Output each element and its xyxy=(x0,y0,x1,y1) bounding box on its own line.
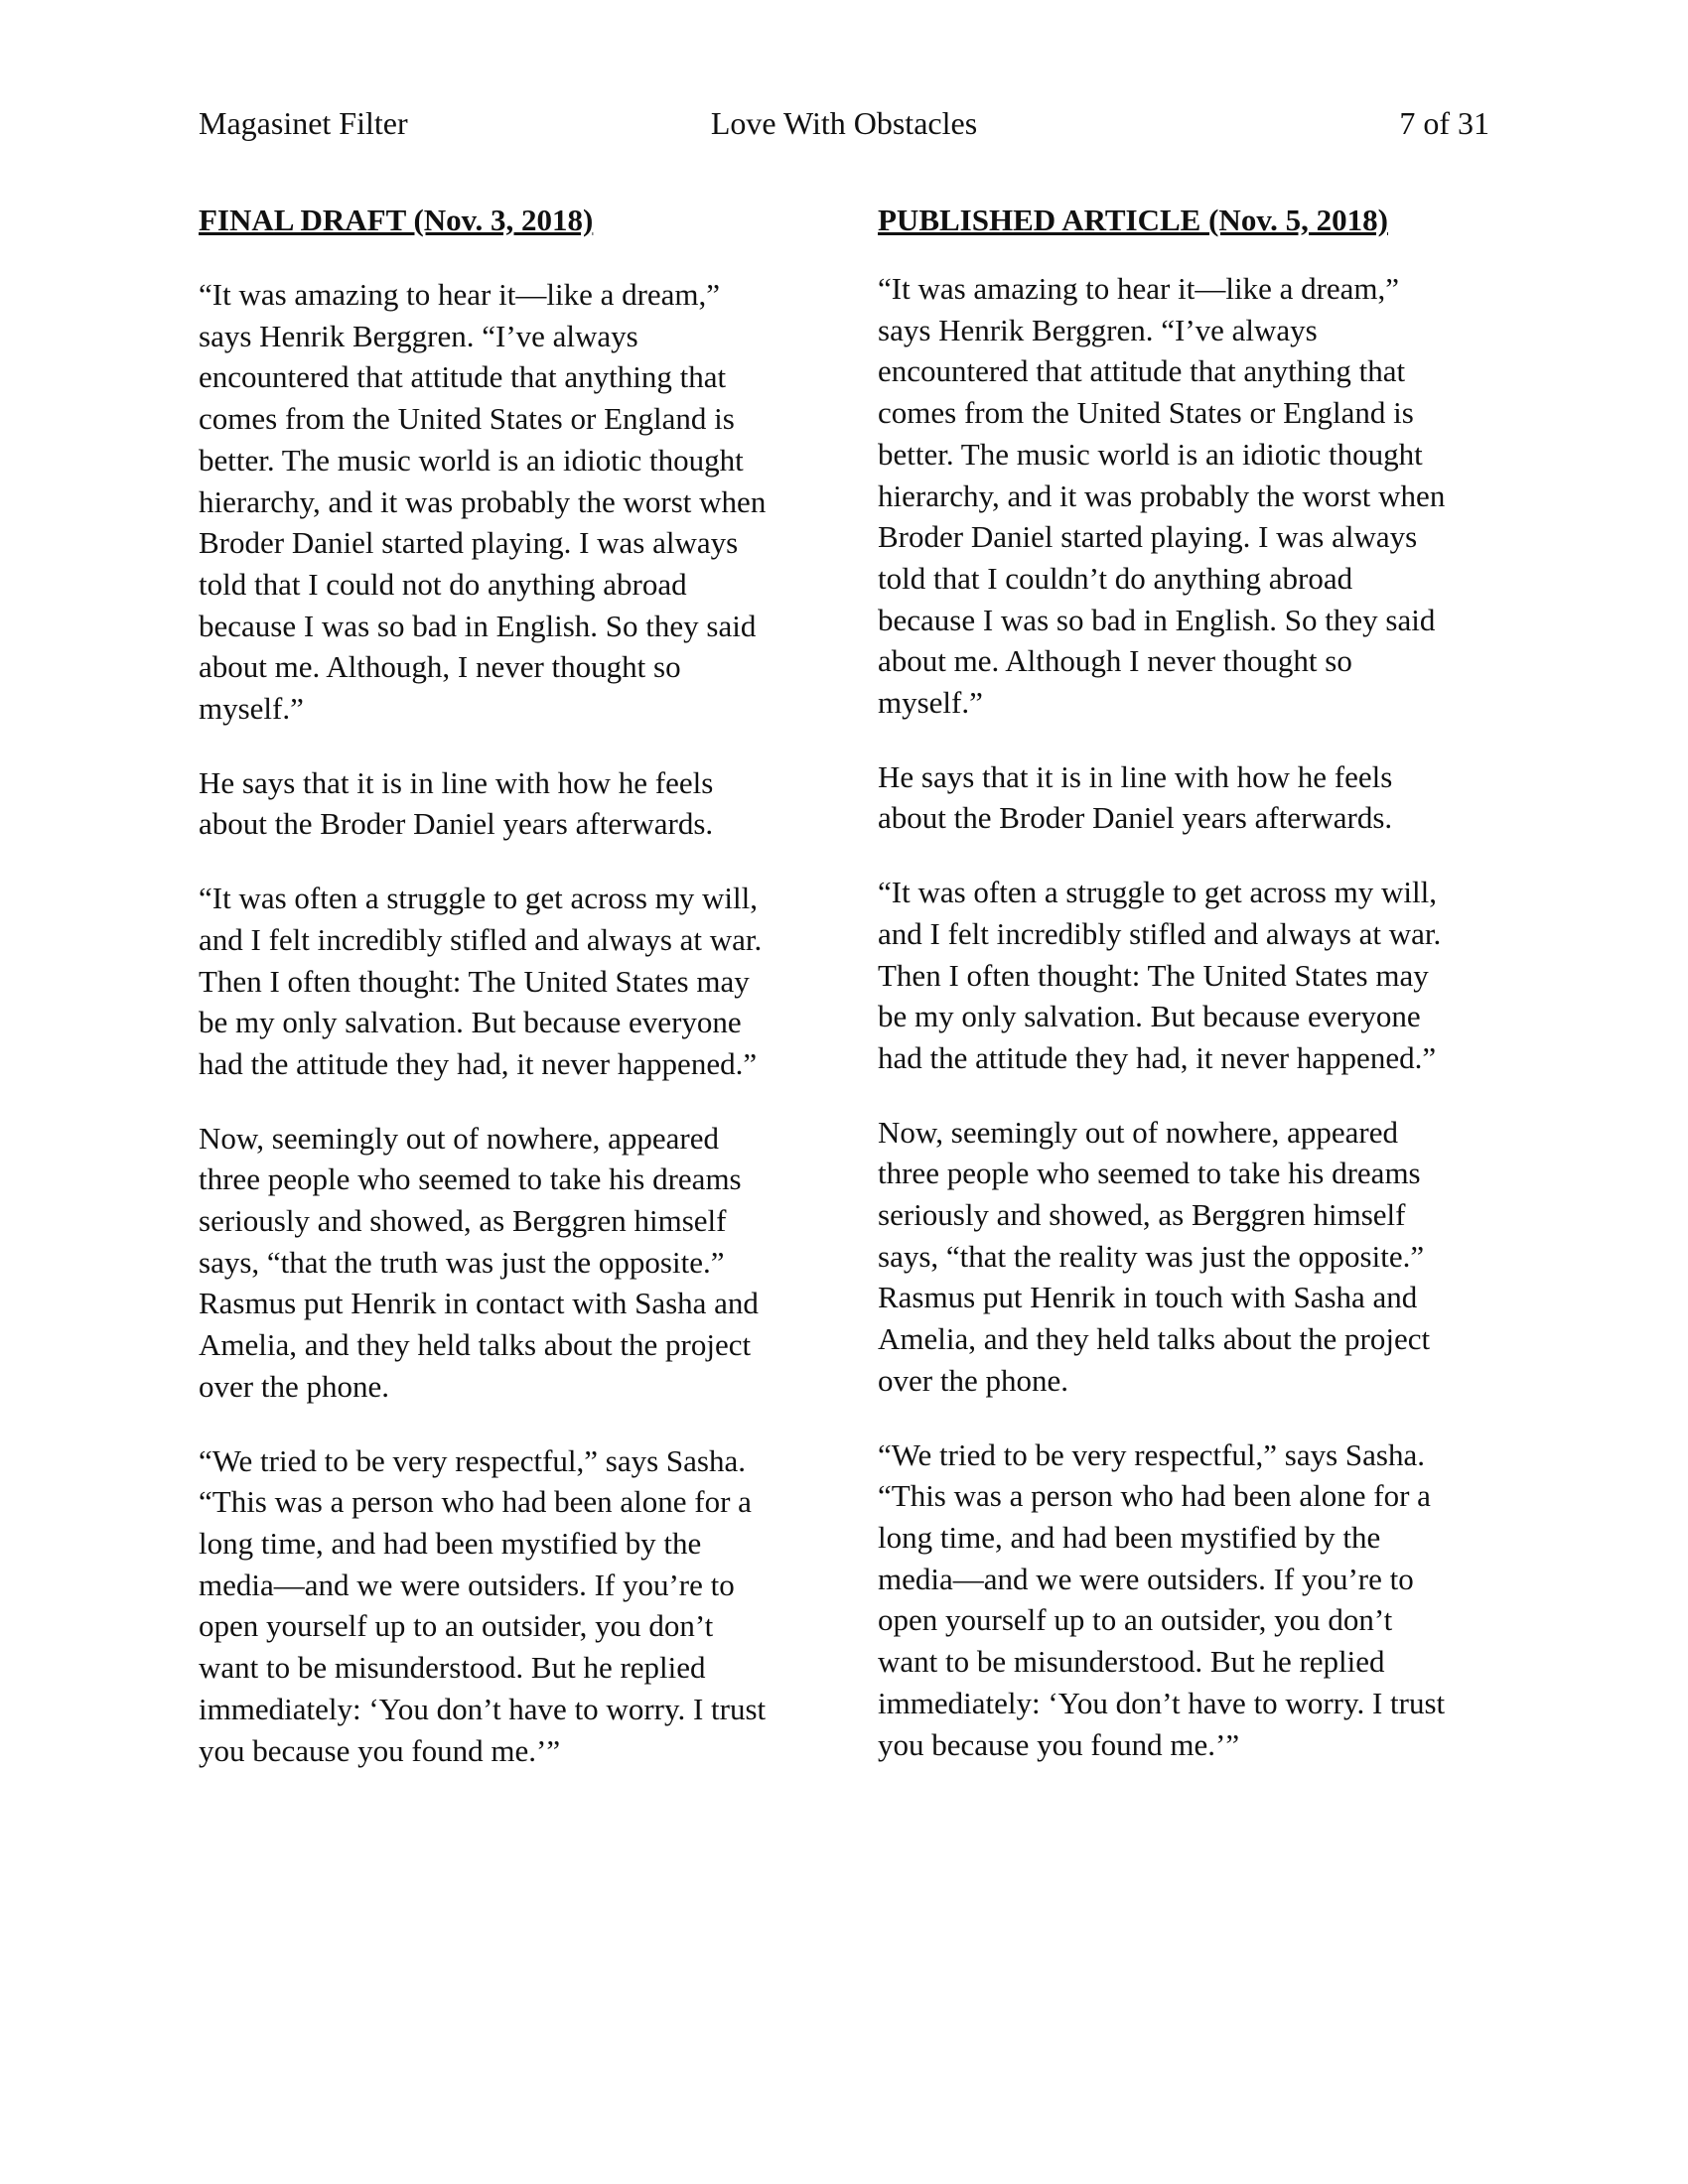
text-line: you because you found me.’” xyxy=(878,1726,1240,1762)
text-line: about me. Although I never thought so xyxy=(878,643,1352,679)
text-line: over the phone. xyxy=(878,1362,1068,1398)
paragraph xyxy=(878,1112,1503,1402)
text-line: Now, seemingly out of nowhere, appeared xyxy=(199,1120,719,1156)
final-draft-heading: FINAL DRAFT (Nov. 3, 2018) xyxy=(199,203,594,237)
paragraph xyxy=(878,872,1503,1079)
text-line: immediately: ‘You don’t have to worry. I trust xyxy=(878,1685,1446,1720)
text-line: and I felt incredibly stifled and always at war. xyxy=(199,921,763,957)
text-line: encountered that attitude that anything that xyxy=(199,359,727,395)
text-line: Rasmus put Henrik in touch with Sasha and xyxy=(878,1280,1418,1315)
text-line: He says that it is in line with how he feels xyxy=(878,758,1393,794)
text-line: says Henrik Berggren. “I’ve always xyxy=(199,318,638,353)
text-line: you because you found me.’” xyxy=(199,1732,561,1768)
text-line: Broder Daniel started playing. I was always xyxy=(878,519,1418,555)
text-line: because I was so bad in English. So they said xyxy=(199,608,757,643)
published-article-heading: PUBLISHED ARTICLE (Nov. 5, 2018) xyxy=(878,203,1388,237)
text-line: about the Broder Daniel years afterwards. xyxy=(878,800,1393,836)
text-line: Broder Daniel started playing. I was always xyxy=(199,525,739,561)
text-line: says Henrik Berggren. “I’ve always xyxy=(878,312,1318,347)
text-line: want to be misunderstood. But he replied xyxy=(878,1644,1385,1680)
text-line: myself.” xyxy=(199,691,304,727)
text-line: three people who seemed to take his dreams xyxy=(878,1156,1421,1191)
text-line: about me. Although, I never thought so xyxy=(199,649,681,685)
text-line: “This was a person who had been alone for a xyxy=(878,1478,1431,1514)
text-line: better. The music world is an idiotic thought xyxy=(199,442,744,478)
text-line: because I was so bad in English. So they said xyxy=(878,602,1436,637)
paragraph xyxy=(878,756,1503,839)
text-line: “It was often a struggle to get across my will, xyxy=(878,875,1438,910)
text-line: immediately: ‘You don’t have to worry. I trust xyxy=(199,1691,767,1726)
text-line: long time, and had been mystified by the xyxy=(199,1525,702,1561)
text-line: “It was often a struggle to get across my will, xyxy=(199,881,759,916)
text-line: about the Broder Daniel years afterwards. xyxy=(199,806,714,842)
paragraph xyxy=(199,1118,824,1408)
page-header xyxy=(199,101,1489,145)
publication-name: Magasinet Filter xyxy=(199,105,408,141)
text-line: over the phone. xyxy=(199,1368,389,1404)
text-line: three people who seemed to take his dreams xyxy=(199,1161,742,1197)
text-line: He says that it is in line with how he feels xyxy=(199,764,714,800)
text-line: Then I often thought: The United States may xyxy=(878,957,1429,993)
page-number: 7 of 31 xyxy=(1399,105,1489,141)
text-line: be my only salvation. But because everyone xyxy=(199,1005,742,1040)
text-line: had the attitude they had, it never happened.” xyxy=(199,1045,758,1081)
text-line: “It was amazing to hear it—like a dream,” xyxy=(878,271,1400,306)
text-line: says, “that the reality was just the opposite.” xyxy=(878,1238,1425,1274)
text-line: hierarchy, and it was probably the worst when xyxy=(878,478,1446,513)
text-line: “It was amazing to hear it—like a dream,” xyxy=(199,277,721,312)
text-line: seriously and showed, as Berggren himself xyxy=(878,1197,1406,1233)
text-line: “We tried to be very respectful,” says Sasha. xyxy=(878,1436,1425,1472)
text-line: hierarchy, and it was probably the worst when xyxy=(199,483,767,519)
text-line: media—and we were outsiders. If you’re to xyxy=(878,1561,1414,1596)
text-line: Amelia, and they held talks about the project xyxy=(878,1321,1431,1357)
text-line: “This was a person who had been alone for a xyxy=(199,1484,752,1520)
text-line: Amelia, and they held talks about the project xyxy=(199,1327,752,1363)
published-article-column xyxy=(878,199,1503,1798)
paragraph xyxy=(878,1434,1503,1766)
paragraph xyxy=(199,762,824,845)
paragraph xyxy=(199,1440,824,1772)
text-line: encountered that attitude that anything that xyxy=(878,353,1406,389)
text-line: be my only salvation. But because everyone xyxy=(878,999,1421,1034)
paragraph xyxy=(199,274,824,730)
text-line: says, “that the truth was just the opposite.” xyxy=(199,1244,725,1280)
text-line: media—and we were outsiders. If you’re to xyxy=(199,1567,735,1602)
paragraph xyxy=(199,878,824,1085)
paragraph xyxy=(878,268,1503,724)
text-line: Rasmus put Henrik in contact with Sasha and xyxy=(199,1286,759,1321)
text-line: Then I often thought: The United States may xyxy=(199,963,750,999)
text-line: and I felt incredibly stifled and always at war. xyxy=(878,915,1442,951)
text-line: comes from the United States or England is xyxy=(878,395,1414,431)
text-line: “We tried to be very respectful,” says Sasha. xyxy=(199,1442,746,1478)
text-line: want to be misunderstood. But he replied xyxy=(199,1650,706,1686)
text-line: comes from the United States or England is xyxy=(199,401,735,437)
text-line: had the attitude they had, it never happened.” xyxy=(878,1039,1437,1075)
final-draft-column xyxy=(199,199,824,1804)
text-line: Now, seemingly out of nowhere, appeared xyxy=(878,1114,1398,1150)
document-title: Love With Obstacles xyxy=(710,105,978,141)
text-line: seriously and showed, as Berggren himself xyxy=(199,1203,727,1239)
text-line: open yourself up to an outsider, you don’t xyxy=(199,1608,714,1644)
text-line: open yourself up to an outsider, you don’t xyxy=(878,1602,1393,1638)
text-line: long time, and had been mystified by the xyxy=(878,1519,1381,1555)
text-line: told that I couldn’t do anything abroad xyxy=(878,560,1353,596)
text-line: told that I could not do anything abroad xyxy=(199,566,687,602)
text-line: better. The music world is an idiotic thought xyxy=(878,436,1423,472)
text-line: myself.” xyxy=(878,685,983,721)
